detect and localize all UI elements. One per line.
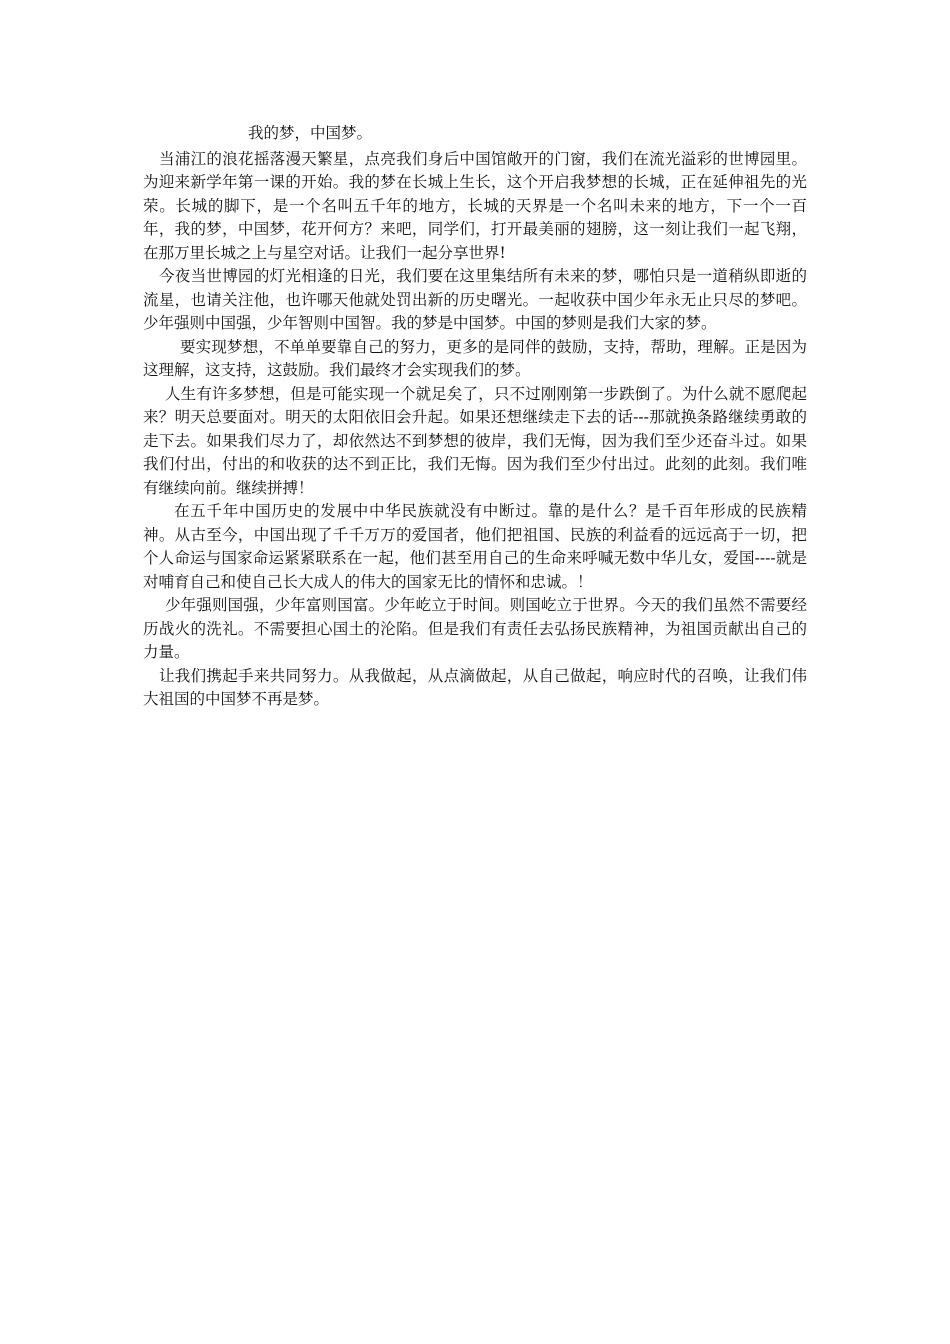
paragraph-5: 在五千年中国历史的发展中中华民族就没有中断过。靠的是什么？是千百年形成的民族精神。从古至今，中国出现了千千万万的爱国者，他们把祖国、民族的利益看的远远高于一切，把个人命运与国家命运紧紧联系在一起，他们甚至用自己的生命来呼喊无数中华儿女，爱国----就是对哺育自己和使自己长大成人的伟大的国家无比的情怀和忠诚。！ <box>143 502 807 591</box>
document-body <box>143 122 807 712</box>
paragraph-6: 少年强则国强，少年富则国富。少年屹立于时间。则国屹立于世界。今天的我们虽然不需要经历战火的洗礼。不需要担心国土的沦陷。但是我们有责任去弘扬民族精神，为祖国贡献出自己的力量。 <box>143 596 807 661</box>
paragraph-4: 人生有许多梦想，但是可能实现一个就足矣了，只不过刚刚第一步跌倒了。为什么就不愿爬起来？明天总要面对。明天的太阳依旧会升起。如果还想继续走下去的话---那就换条路继续勇敢的走下去。如果我们尽力了，却依然达不到梦想的彼岸，我们无悔，因为我们至少还奋斗过。如果我们付出，付出的和收获的达不到正比，我们无悔。因为我们至少付出过。此刻的此刻。我们唯有继续向前。继续拼搏！ <box>143 384 807 497</box>
paragraph-1: 当浦江的浪花摇落漫天繁星，点亮我们身后中国馆敞开的门窗，我们在流光溢彩的世博园里。为迎来新学年第一课的开始。我的梦在长城上生长，这个开启我梦想的长城，正在延伸祖先的光荣。长城的脚下，是一个名叫五千年的地方，长城的天界是一个名叫未来的地方，下一个一百年，我的梦，中国梦，花开何方？来吧，同学们，打开最美丽的翅膀，这一刻让我们一起飞翔，在那万里长城之上与星空对话。让我们一起分享世界! <box>143 149 807 262</box>
paragraph-7: 让我们携起手来共同努力。从我做起，从点滴做起，从自己做起，响应时代的召唤，让我们伟大祖国的中国梦不再是梦。 <box>143 666 807 708</box>
paragraph-3: 要实现梦想，不单单要靠自己的努力，更多的是同伴的鼓励，支持，帮助，理解。正是因为这理解，这支持，这鼓励。我们最终才会实现我们的梦。 <box>143 337 807 379</box>
paragraph-2: 今夜当世博园的灯光相逢的日光，我们要在这里集结所有未来的梦，哪怕只是一道稍纵即逝的流星，也请关注他，也许哪天他就处罚出新的历史曙光。一起收获中国少年永无止只尽的梦吧。少年强则中国强，少年智则中国智。我的梦是中国梦。中国的梦则是我们大家的梦。 <box>143 267 807 332</box>
document-title: 我的梦，中国梦。 <box>248 124 373 142</box>
